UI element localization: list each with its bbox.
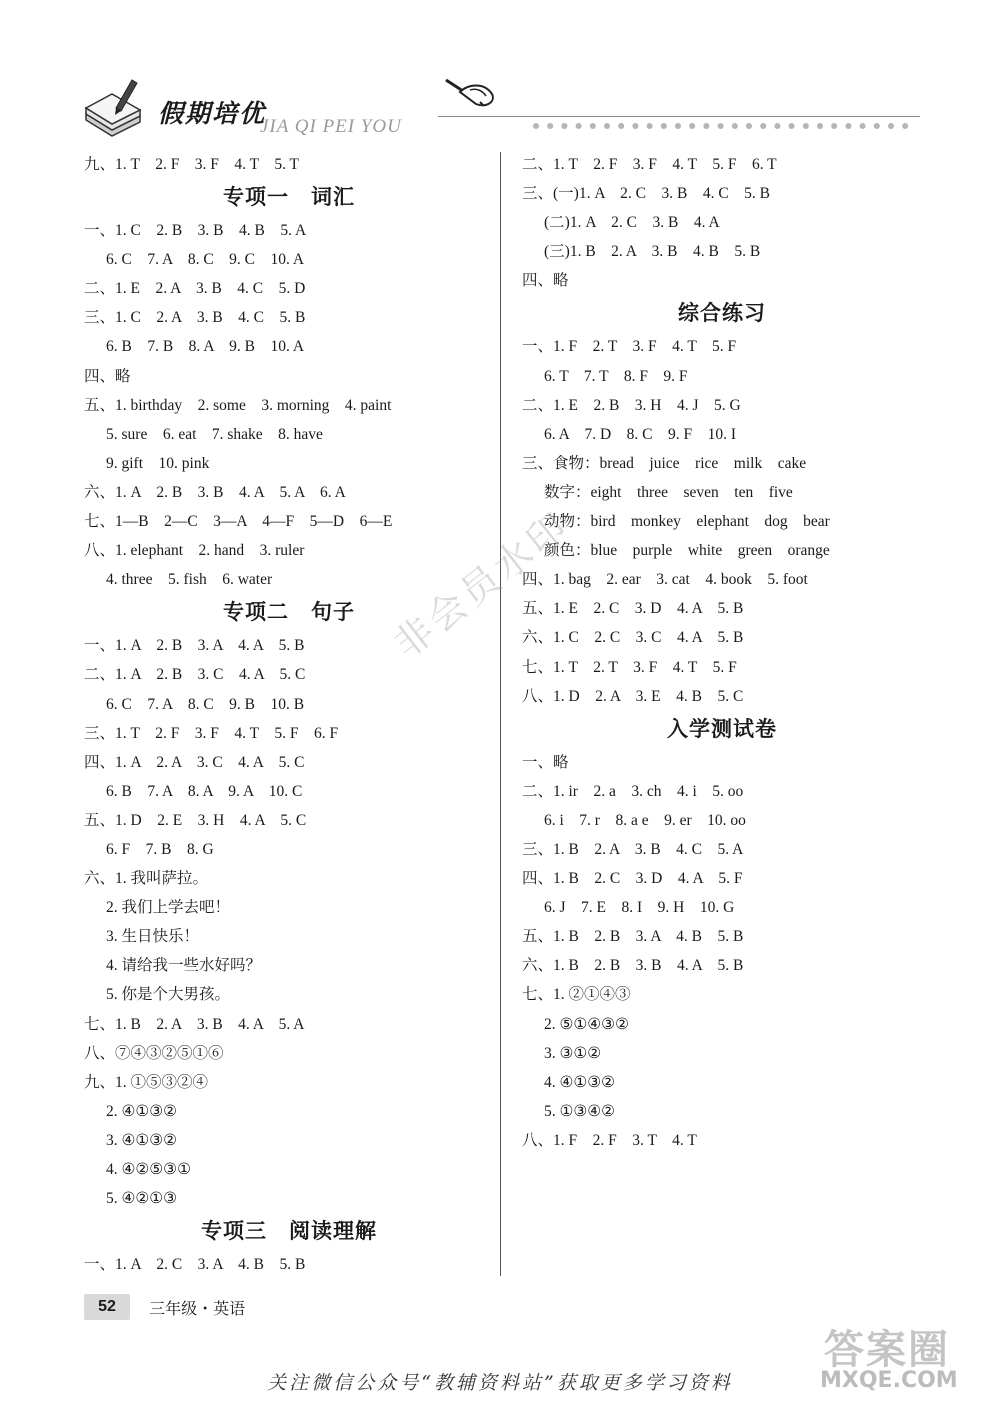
answer-line: 6. J 7. E 8. I 9. H 10. G — [544, 899, 735, 917]
watermark: 非会员水印 — [385, 502, 579, 667]
section-heading: 综合练习 — [678, 301, 766, 326]
bottom-note: 关注微信公众号“教辅资料站”获取更多学习资料 — [267, 1372, 733, 1394]
header-dot — [902, 123, 908, 129]
answer-line: 五、1. birthday 2. some 3. morning 4. paint — [84, 396, 392, 414]
header-dots — [530, 120, 920, 132]
books-pencil-icon — [82, 78, 144, 138]
answer-line: 4. ④①③② — [544, 1073, 616, 1091]
answer-line: 二、1. A 2. B 3. C 4. A 5. C — [84, 666, 306, 684]
answer-line: 6. T 7. T 8. F 9. F — [544, 367, 688, 385]
writing-hand-icon — [440, 72, 500, 114]
header-dot — [831, 123, 837, 129]
answer-line: (二)1. A 2. C 3. B 4. A — [544, 214, 720, 232]
answer-line: 四、略 — [522, 272, 569, 290]
answer-line: 六、1. A 2. B 3. B 4. A 5. A 6. A — [84, 483, 346, 501]
answer-line: 四、1. B 2. C 3. D 4. A 5. F — [522, 870, 743, 888]
answer-line: 六、1. 我叫萨拉。 — [84, 870, 209, 888]
answer-line: 3. 生日快乐！ — [106, 928, 200, 946]
answer-line: 三、食物：bread juice rice milk cake — [522, 454, 807, 472]
corner-logo-domain: MXQE.COM — [820, 1368, 958, 1393]
header-dot — [547, 123, 553, 129]
answer-line: 五、1. E 2. C 3. D 4. A 5. B — [522, 600, 744, 618]
section-heading: 专项二 句子 — [223, 600, 355, 625]
answer-line: 6. B 7. A 8. A 9. A 10. C — [106, 782, 303, 800]
answer-line: 九、1. ①⑤③②④ — [84, 1073, 209, 1091]
answer-line: 5. sure 6. eat 7. shake 8. have — [106, 425, 323, 443]
corner-logo-text: 答案圈 — [824, 1327, 950, 1373]
answer-line: 三、(一)1. A 2. C 3. B 4. C 5. B — [522, 185, 771, 203]
header-dot — [732, 123, 738, 129]
answer-line: 6. C 7. A 8. C 9. B 10. B — [106, 695, 305, 713]
answer-line: 3. ③①② — [544, 1044, 602, 1062]
section-heading: 专项三 阅读理解 — [201, 1219, 377, 1244]
answer-line: 5. ①③④② — [544, 1102, 616, 1120]
answer-line: 九、1. T 2. F 3. F 4. T 5. T — [84, 156, 300, 173]
header-dot — [675, 123, 681, 129]
answer-line: 六、1. C 2. C 3. C 4. A 5. B — [522, 629, 744, 647]
answer-line: (三)1. B 2. A 3. B 4. B 5. B — [544, 243, 761, 261]
header-dot — [576, 123, 582, 129]
page-header — [78, 72, 920, 146]
page-footer — [84, 1294, 245, 1320]
answer-line: 4. 请给我一些水好吗？ — [106, 957, 262, 975]
answer-line: 数字：eight three seven ten five — [544, 483, 793, 501]
header-dot — [860, 123, 866, 129]
answer-line: 6. F 7. B 8. G — [106, 840, 214, 858]
page-number: 52 — [84, 1294, 130, 1320]
answer-line: 动物：bird monkey elephant dog bear — [544, 513, 830, 531]
answer-line: 八、1. elephant 2. hand 3. ruler — [84, 542, 305, 560]
answer-line: 2. ④①③② — [106, 1102, 178, 1120]
header-rule — [438, 116, 920, 117]
header-dot — [661, 123, 667, 129]
header-dot — [817, 123, 823, 129]
answer-line: 四、1. A 2. A 3. C 4. A 5. C — [84, 753, 305, 771]
header-dot — [789, 123, 795, 129]
answer-line: 四、1. bag 2. ear 3. cat 4. book 5. foot — [522, 571, 808, 589]
answer-line: 6. C 7. A 8. C 9. C 10. A — [106, 251, 305, 269]
brand-subtitle: JIA QI PEI YOU — [260, 116, 402, 137]
answer-line: 一、1. C 2. B 3. B 4. B 5. A — [84, 222, 307, 240]
answer-line: 6. B 7. B 8. A 9. B 10. A — [106, 338, 305, 356]
brand-title: 假期培优 — [158, 99, 267, 128]
header-dot — [618, 123, 624, 129]
header-dot — [718, 123, 724, 129]
header-dot — [874, 123, 880, 129]
right-column — [522, 150, 922, 1155]
answer-line: 三、1. B 2. A 3. B 4. C 5. A — [522, 840, 744, 858]
answer-line: 四、略 — [84, 367, 131, 385]
answer-line: 二、1. E 2. B 3. H 4. J 5. G — [522, 396, 741, 414]
answer-line: 5. ④②①③ — [106, 1190, 178, 1208]
section-heading: 入学测试卷 — [667, 716, 777, 741]
answer-line: 七、1. ②①④③ — [522, 986, 631, 1004]
answer-line: 2. ⑤①④③② — [544, 1015, 629, 1033]
answer-line: 五、1. D 2. E 3. H 4. A 5. C — [84, 811, 307, 829]
footer-subject: 三年级・英语 — [149, 1298, 246, 1318]
answer-line: 五、1. B 2. B 3. A 4. B 5. B — [522, 928, 744, 946]
answer-line: 4. three 5. fish 6. water — [106, 571, 273, 589]
header-dot — [845, 123, 851, 129]
answer-line: 4. ④②⑤③① — [106, 1161, 191, 1178]
header-dot — [774, 123, 780, 129]
answer-line: 二、1. E 2. A 3. B 4. C 5. D — [84, 280, 306, 298]
answer-line: 一、1. F 2. T 3. F 4. T 5. F — [522, 338, 737, 356]
column-divider — [500, 152, 501, 1276]
header-dot — [533, 123, 539, 129]
answer-line: 颜色：blue purple white green orange — [544, 542, 830, 560]
answer-line: 一、1. A 2. B 3. A 4. A 5. B — [84, 637, 305, 655]
header-dot — [689, 123, 695, 129]
answer-line: 6. A 7. D 8. C 9. F 10. I — [544, 425, 737, 443]
answer-line: 七、1. T 2. T 3. F 4. T 5. F — [522, 658, 737, 676]
header-dot — [604, 123, 610, 129]
answer-line: 二、1. T 2. F 3. F 4. T 5. F 6. T — [522, 156, 777, 173]
header-dot — [888, 123, 894, 129]
answer-line: 三、1. T 2. F 3. F 4. T 5. F 6. F — [84, 724, 339, 742]
answer-line: 八、⑦④③②⑤①⑥ — [84, 1044, 224, 1062]
answer-line: 一、略 — [522, 753, 569, 771]
header-dot — [703, 123, 709, 129]
answer-line: 七、1—B 2—C 3—A 4—F 5—D 6—E — [84, 513, 393, 531]
answer-line: 八、1. D 2. A 3. E 4. B 5. C — [522, 687, 744, 705]
left-column — [84, 150, 494, 1279]
answer-line: 二、1. ir 2. a 3. ch 4. i 5. oo — [522, 782, 744, 800]
header-dot — [632, 123, 638, 129]
header-dot — [760, 123, 766, 129]
answer-line: 七、1. B 2. A 3. B 4. A 5. A — [84, 1015, 305, 1033]
header-dot — [647, 123, 653, 129]
answer-line: 2. 我们上学去吧！ — [106, 899, 231, 917]
answer-line: 三、1. C 2. A 3. B 4. C 5. B — [84, 309, 306, 327]
answer-line: 六、1. B 2. B 3. B 4. A 5. B — [522, 957, 744, 975]
answer-line: 一、1. A 2. C 3. A 4. B 5. B — [84, 1256, 306, 1274]
answer-line: 八、1. F 2. F 3. T 4. T — [522, 1131, 697, 1149]
answer-line: 6. i 7. r 8. a e 9. er 10. oo — [544, 811, 746, 829]
header-dot — [561, 123, 567, 129]
header-dot — [746, 123, 752, 129]
answer-line: 3. ④①③② — [106, 1131, 178, 1149]
header-dot — [590, 123, 596, 129]
answer-line: 5. 你是个大男孩。 — [106, 986, 231, 1004]
section-heading: 专项一 词汇 — [223, 185, 355, 210]
answer-line: 9. gift 10. pink — [106, 454, 210, 472]
header-dot — [803, 123, 809, 129]
